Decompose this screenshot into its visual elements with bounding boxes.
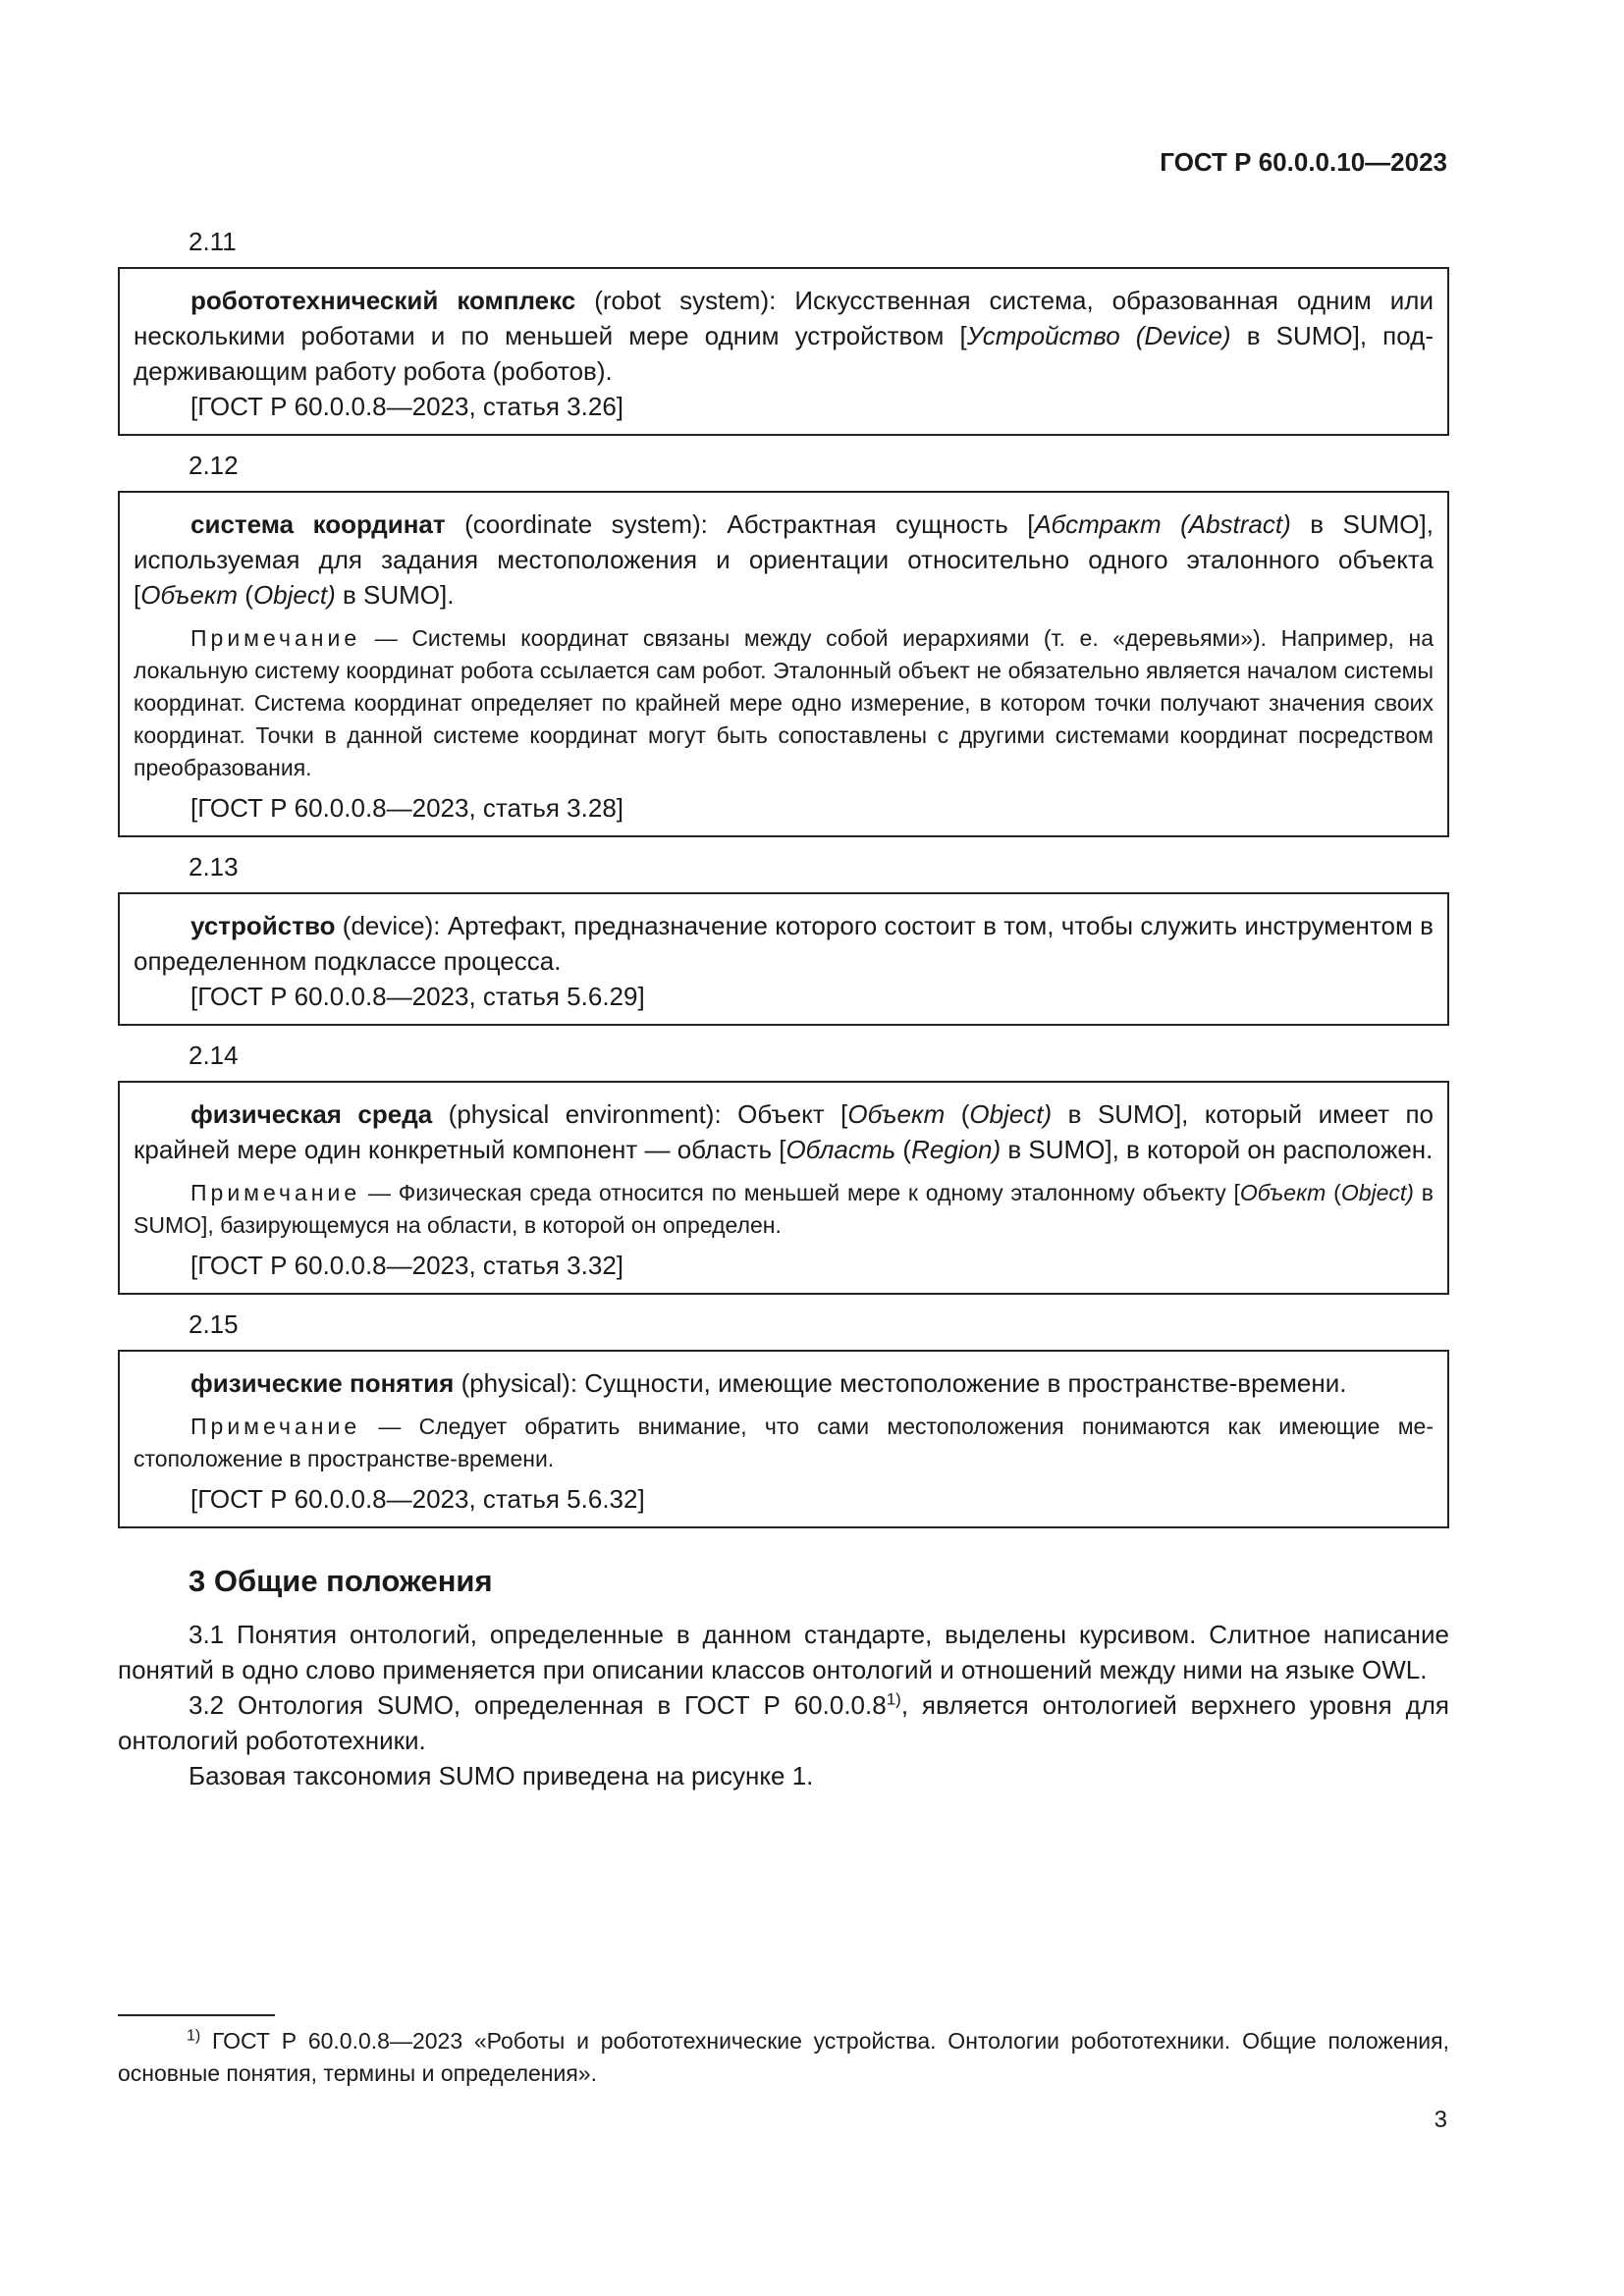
note-text: — Физическая среда относится по меньшей мере к одному эталонному объекту [: [360, 1180, 1240, 1205]
footnote-separator: [118, 2014, 275, 2016]
definition: [134, 1096, 1434, 1167]
note-label: Примечание: [190, 625, 361, 651]
definition-text: Сущности, имеющие местоположение в пространстве-времени.: [584, 1368, 1347, 1398]
term: система координат: [190, 509, 446, 539]
definition-italic: Область: [785, 1135, 896, 1164]
note: [134, 1411, 1434, 1475]
entry-number: 2.14: [189, 1041, 239, 1070]
term-box-physical: [118, 1350, 1449, 1528]
footnote-marker: 1): [187, 2027, 201, 2045]
definition-text: в SUMO], который имеет по крайней мере один конкретный компонент — область [: [134, 1099, 1434, 1164]
note-italic: Объект: [1239, 1180, 1326, 1205]
footnote: [118, 2025, 1449, 2090]
term-box-robot-system: [118, 267, 1449, 436]
body-paragraph: 3.1 Понятия онтологий, определенные в данном стандарте, выделены курсивом. Слитное написание понятий в одно слово применяется при описании классов онтологий и отношений между ними на языке OWL.: [118, 1620, 1449, 1684]
note-label: Примечание: [190, 1180, 361, 1205]
entry-number: 2.13: [189, 852, 239, 881]
definition: [134, 908, 1434, 979]
term-box-physical-environment: [118, 1081, 1449, 1295]
body-text: 3.2 Онтология SUMO, определенная в ГОСТ Р 60.0.0.8: [189, 1690, 887, 1720]
section-title: 3 Общие положения: [189, 1564, 493, 1598]
definition-text: (: [895, 1135, 912, 1164]
term-box-coordinate-system: [118, 491, 1449, 837]
document-code: ГОСТ Р 60.0.0.10—2023: [1160, 147, 1447, 177]
definition-text: в SUMO].: [335, 580, 455, 610]
page-number: 3: [1434, 2107, 1447, 2133]
term: физические понятия: [190, 1368, 455, 1398]
term: устройство: [190, 911, 336, 940]
definition-text: в SUMO], в которой он расположен.: [1001, 1135, 1434, 1164]
definition: [134, 507, 1434, 613]
note-text: — Следует обратить внимание, что сами местоположения понимаются как имеющие местоположение в пространстве-времени.: [134, 1414, 1434, 1471]
term: физическая среда: [190, 1099, 433, 1129]
definition-text: Абстрактная сущность [: [727, 509, 1035, 539]
source-reference: [ГОСТ Р 60.0.0.8—2023, статья 3.32]: [190, 1251, 623, 1280]
definition-italic: Устройство (Device): [966, 321, 1231, 350]
definition: [134, 1365, 1434, 1401]
note-text: — Системы координат связаны между собой иерархиями (т. е. «деревьями»). Например, на локальную систему координат робота ссылается сам робот. Эталонный объект не обязательно является началом системы координат. Система координат определяет по крайней мере одно измерение, в котором точки получают значения своих координат. Точки в данной системе координат могут быть сопоставлены с другими системами координат посредством преобразования.: [134, 625, 1434, 780]
body-text: , является онтологией верхнего уровня для онтологий робототехники.: [118, 1690, 1449, 1755]
definition-italic: Region): [911, 1135, 1001, 1164]
note-italic: Object): [1340, 1180, 1414, 1205]
definition-text: Искусственная система, образованная одним или несколькими роботами и по меньшей мере одним устройством [: [134, 286, 1434, 350]
source-reference: [ГОСТ Р 60.0.0.8—2023, статья 5.6.29]: [190, 982, 645, 1011]
entry-number: 2.15: [189, 1309, 239, 1339]
term-english: (coordinate system):: [445, 509, 728, 539]
body-paragraph: [118, 1687, 1449, 1758]
definition-text: Объект [: [737, 1099, 848, 1129]
term-english: (physical):: [454, 1368, 585, 1398]
definition-italic: Объект: [140, 580, 239, 610]
source-reference: [ГОСТ Р 60.0.0.8—2023, статья 3.26]: [190, 392, 623, 421]
definition-text: в SUMO], поддерживающим работу робота (роботов).: [134, 321, 1434, 386]
note-text: в SUMO], базирующемуся на области, в которой он определен.: [134, 1180, 1434, 1238]
page-content: [118, 224, 1449, 1793]
term-box-device: [118, 892, 1449, 1026]
term-english: (device):: [335, 911, 448, 940]
note: [134, 1177, 1434, 1242]
entry-number: 2.12: [189, 451, 239, 480]
definition-text: Артефакт, предназначение которого состоит в том, чтобы служить инструментом в определенном подклассе процесса.: [134, 911, 1434, 976]
definition-italic: Object): [969, 1099, 1053, 1129]
term: робототехнический комплекс: [190, 286, 576, 315]
definition-italic: Объект: [847, 1099, 946, 1129]
note: [134, 622, 1434, 784]
entry-number: 2.11: [189, 227, 237, 256]
note-label: Примечание: [190, 1414, 361, 1439]
term-english: (robot system):: [575, 286, 795, 315]
note-text: (: [1326, 1180, 1341, 1205]
term-english: (physical environment):: [432, 1099, 738, 1129]
definition-italic: Object): [252, 580, 336, 610]
definition-text: (: [945, 1099, 970, 1129]
footnote-text: ГОСТ Р 60.0.0.8—2023 «Роботы и робототехнические устройства. Онтологии робототехники. Общие положения, основные понятия, термины и определения».: [118, 2028, 1449, 2086]
definition-text: (: [238, 580, 253, 610]
body-paragraph: Базовая таксономия SUMO приведена на рисунке 1.: [189, 1761, 814, 1790]
footnote-marker[interactable]: 1): [886, 1689, 901, 1709]
definition-text: в SUMO], используемая для задания местоположения и ориентации относительно одного эталонного объекта [: [134, 509, 1434, 610]
definition-italic: Абстракт (Abstract): [1034, 509, 1291, 539]
definition: [134, 283, 1434, 389]
source-reference: [ГОСТ Р 60.0.0.8—2023, статья 3.28]: [190, 793, 623, 823]
source-reference: [ГОСТ Р 60.0.0.8—2023, статья 5.6.32]: [190, 1484, 645, 1514]
